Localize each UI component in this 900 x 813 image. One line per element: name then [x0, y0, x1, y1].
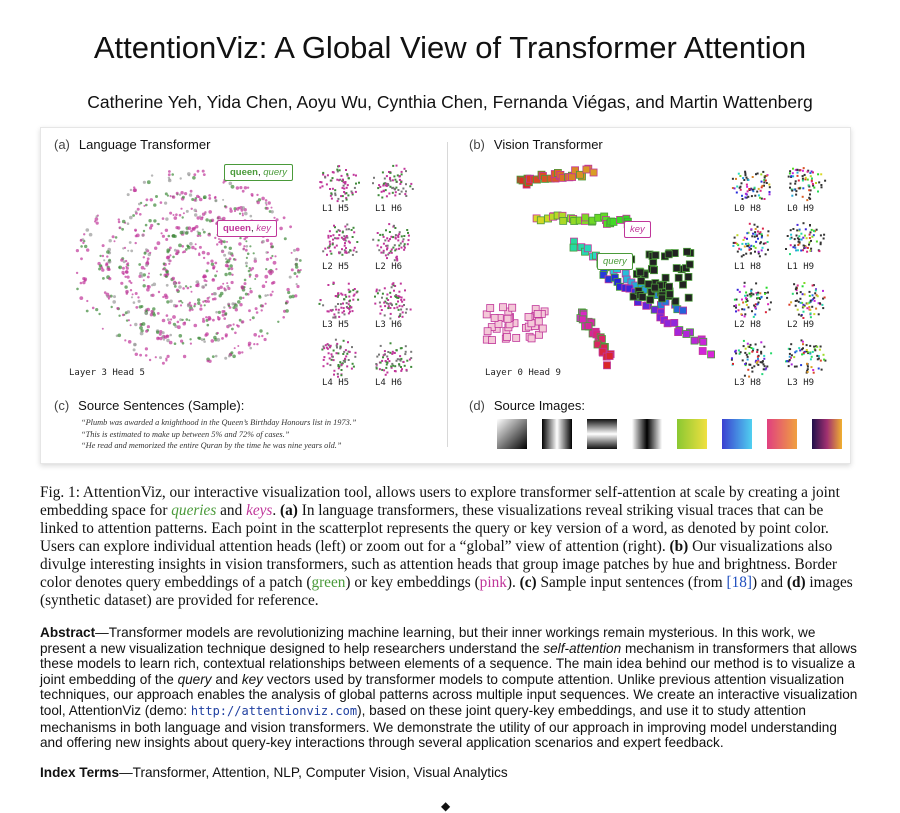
language-scatterplot: [63, 158, 313, 378]
citation-link[interactable]: [18]: [726, 574, 753, 591]
source-image-8: [812, 419, 842, 449]
thumbnail-label: L1 H9: [787, 262, 815, 272]
caption-queries: queries: [171, 502, 217, 519]
caption-keys: keys: [246, 502, 273, 519]
language-main-label: Layer 3 Head 5: [69, 368, 145, 378]
callout-word: queen: [223, 223, 251, 234]
thumbnail-label: L2 H8: [734, 320, 762, 330]
thumbnail-label: L3 H6: [375, 320, 403, 330]
abstract: [40, 625, 860, 751]
thumbnail-label: L1 H6: [375, 204, 403, 214]
thumbnail-plot[interactable]: [728, 278, 774, 320]
panel-c-title: [54, 398, 244, 413]
caption-text: In language transformers, these visualizations reveal striking visual traces that can be linked to attention patterns. Each point in the scatterplot represents the query or key version of a word, as denoted by point color. Users can explore individual attention heads (left) or zoom out for a “global” view of attention (right).: [40, 502, 829, 555]
source-image-3: [587, 419, 617, 449]
thumbnail-plot[interactable]: [781, 336, 827, 378]
sentence: “He read and memorized the entire Quran by the time he was nine years old.”: [81, 441, 342, 450]
abstract-text: and: [215, 671, 239, 687]
abstract-text: ), based on these joint query-key embeddings, and use it to study attention mechanisms in both language and vision transformers. We demonstrate the utility of our approach in improving model understanding and offering new insights about query-key interactions through several application scenarios and expert feedback.: [40, 702, 837, 751]
thumbnail-plot[interactable]: [369, 220, 415, 262]
source-image-6: [722, 419, 752, 449]
callout-word: queen: [230, 167, 258, 178]
caption-tag: (a): [280, 502, 298, 519]
abstract-emphasis: query: [177, 671, 212, 687]
source-image-2: [542, 419, 572, 449]
caption-text: images (synthetic dataset) are provided for reference.: [40, 574, 853, 609]
thumbnail-plot[interactable]: [369, 278, 415, 320]
panel-d-title: [469, 398, 585, 413]
figure-caption: [40, 484, 860, 610]
thumbnail-label: L1 H8: [734, 262, 762, 272]
queen-query-callout: queen, query: [224, 164, 293, 181]
thumbnail-plot[interactable]: [369, 162, 415, 204]
teaser-figure: [40, 127, 851, 464]
scatter-points: [76, 170, 302, 365]
thumbnail-plot[interactable]: [316, 220, 362, 262]
source-image-1: [497, 419, 527, 449]
caption-pink: pink: [479, 574, 507, 591]
sentence: “Plumb was awarded a knighthood in the Queen’s Birthday Honours list in 1973.”: [81, 418, 357, 427]
panel-b-title: [469, 137, 603, 152]
key-callout: key: [624, 221, 651, 238]
thumbnail-plot[interactable]: [316, 162, 362, 204]
panel-divider: [447, 142, 448, 447]
caption-text: .: [272, 502, 277, 519]
panel-b-label: Vision Transformer: [493, 137, 603, 152]
source-image-4: [632, 419, 662, 449]
thumbnail-label: L3 H5: [322, 320, 350, 330]
panel-a-label: Language Transformer: [78, 137, 211, 152]
source-image-7: [767, 419, 797, 449]
thumbnail-plot[interactable]: [369, 336, 415, 378]
thumbnail-label: L1 H5: [322, 204, 350, 214]
panel-b-letter: (b): [469, 137, 485, 152]
thumbnail-label: L2 H5: [322, 262, 350, 272]
callout-role: key: [256, 223, 272, 234]
panel-c-label: Source Sentences (Sample):: [78, 398, 245, 413]
thumbnail-plot[interactable]: [781, 162, 827, 204]
thumbnail-plot[interactable]: [781, 278, 827, 320]
thumbnail-label: L4 H6: [375, 378, 403, 388]
index-terms: [40, 765, 508, 780]
abstract-text: mechanism in transformers that allows these models to learn rich, contextual relationships between elements of a sequence. The main idea behind our method is to visualize a joint embedding of the: [40, 640, 857, 687]
author-list: Catherine Yeh, Yida Chen, Aoyu Wu, Cynthia Chen, Fernanda Viégas, and Martin Wattenberg: [87, 92, 813, 112]
thumbnail-label: L2 H9: [787, 320, 815, 330]
caption-text: ).: [506, 574, 516, 591]
sentence: “This is estimated to make up between 5% and 72% of cases.”: [81, 429, 290, 439]
caption-text: Our visualizations also divulge interesting insights in vision transformers, such as attention heads that group image patches by hue and brightness. Border color denotes query embeddings of a patch (: [40, 538, 837, 591]
abstract-text: vectors used by transformer models to compute attention. Unlike previous attention visualization techniques, our approach enables the analysis of global patterns across multiple input sequences. We create an interactive visualization tool, AttentionViz (demo:: [40, 671, 858, 718]
thumbnail-label: L3 H9: [787, 378, 815, 388]
vision-main-label: Layer 0 Head 9: [485, 368, 561, 378]
abstract-label: Abstract: [40, 625, 96, 640]
paper-title: AttentionViz: A Global View of Transformer Attention: [93, 30, 807, 65]
caption-text: ) or key embeddings (: [345, 574, 480, 591]
abstract-emphasis: key: [241, 671, 263, 687]
caption-text: and: [220, 502, 243, 519]
source-sentences: [81, 417, 356, 452]
panel-a-letter: (a): [54, 137, 70, 152]
abstract-text: —Transformer models are revolutionizing machine learning, but their inner workings remain mysterious. In this work, we present a new visualization technique designed to help researchers understand the: [40, 625, 816, 656]
caption-tag: (d): [786, 574, 806, 591]
thumbnail-plot[interactable]: [728, 162, 774, 204]
thumbnail-label: L0 H8: [734, 204, 762, 214]
panel-a-title: [54, 137, 210, 152]
query-callout: query: [597, 253, 633, 270]
queen-key-callout: queen, key: [217, 220, 277, 237]
caption-text: Sample input sentences (from: [540, 574, 723, 591]
caption-tag: (b): [669, 538, 689, 555]
footer-mark: ◆: [441, 799, 451, 813]
thumbnail-label: L3 H8: [734, 378, 762, 388]
index-terms-text: —Transformer, Attention, NLP, Computer Vision, Visual Analytics: [119, 765, 508, 780]
panel-d-label: Source Images:: [493, 398, 585, 413]
index-terms-label: Index Terms: [40, 765, 120, 780]
caption-text: Fig. 1: AttentionViz, our interactive visualization tool, allows users to explore transformer self-attention at scale by creating a joint embedding space for: [40, 484, 840, 519]
panel-c-letter: (c): [54, 398, 70, 413]
caption-tag: (c): [519, 574, 537, 591]
thumbnail-plot[interactable]: [316, 278, 362, 320]
callout-role: query: [263, 167, 288, 178]
thumbnail-plot[interactable]: [781, 220, 827, 262]
caption-text: ) and: [752, 574, 784, 591]
thumbnail-plot[interactable]: [728, 220, 774, 262]
thumbnail-plot[interactable]: [728, 336, 774, 378]
thumbnail-plot[interactable]: [316, 336, 362, 378]
thumbnail-label: L4 H5: [322, 378, 350, 388]
abstract-emphasis: self-attention: [543, 640, 622, 656]
demo-link[interactable]: http://attentionviz.com: [190, 703, 358, 718]
source-image-5: [677, 419, 707, 449]
thumbnail-label: L0 H9: [787, 204, 815, 214]
panel-d-letter: (d): [469, 398, 485, 413]
thumbnail-label: L2 H6: [375, 262, 403, 272]
caption-green: green: [311, 574, 346, 591]
